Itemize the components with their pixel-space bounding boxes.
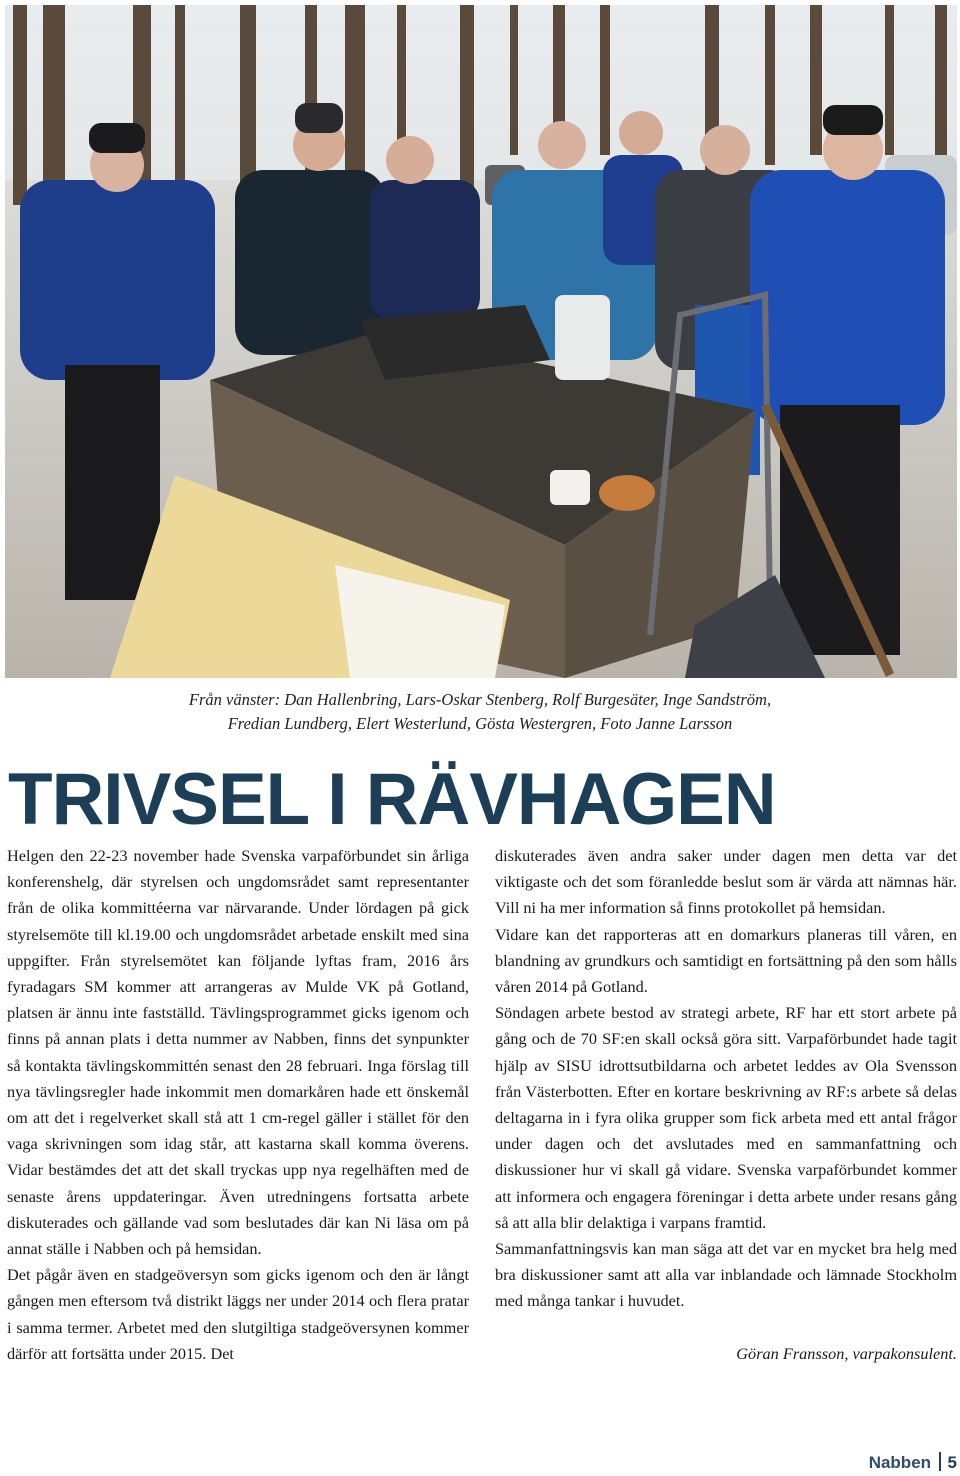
caption-line-1: Från vänster: Dan Hallenbring, Lars-Oskar Stenberg, Rolf Burgesäter, Inge Sandström,: [188, 690, 772, 709]
left-column: [7, 843, 469, 1367]
page-number: 5: [947, 1453, 957, 1472]
group-photo: [5, 5, 957, 678]
article-headline: TRIVSEL I RÄVHAGEN: [8, 759, 776, 840]
right-paragraph-4: Sammanfattningsvis kan man säga att det var en mycket bra helg med bra diskussioner samt att alla var inblandade och lämnade Stockholm med många tankar i huvudet.: [495, 1239, 957, 1311]
left-paragraph-1: Helgen den 22-23 november hade Svenska varpaförbundet sin årliga konferenshelg, där styrelsen och ungdomsrådet samt representanter från de olika kommittéerna var närvarande. Under lördagen på gick styrelsemöte till kl.19.00 och ungdomsrådet arbetade enskilt med sina uppgifter. Från styrelsemötet kan följande lyftas fram, 2016 års fyradagars SM kommer att arrangeras av Mulde VK på Gotland, platsen är ännu inte fastställd. Tävlingsprogrammet gicks igenom och finns på annan plats i detta nummer av Nabben, finns det synpunkter så kontakta tävlingskommittén senast den 28 februari. Inga förslag till nya tävlingsregler hade inkommit men domarkåren hade ett önskemål om att det i regelverket skall stå att 1 cm-regel gäller i stället för den vaga skrivningen som idag står, att kastarna skall komma överens. Vidar bestämdes det att det skall tryckas upp nya regelhäften med de senaste årens uppdateringar. Även utredningens fortsatta arbete diskuterades och gällande vad som beslutades där kan Ni läsa om på annat ställe i Nabben och på hemsidan.: [7, 846, 469, 1259]
right-column: [495, 843, 957, 1367]
right-paragraph-2: Vidare kan det rapporteras att en domarkurs planeras till våren, en blandning av grundkurs och samtidigt en fortsättning på den som hålls våren 2014 på Gotland.: [495, 924, 957, 997]
page-footer: [869, 1450, 957, 1476]
photo-caption: [0, 688, 960, 736]
group-photo-icon: [5, 5, 957, 678]
right-paragraph-3: Söndagen arbete bestod av strategi arbete, RF har ett stort arbete på gång och de 70 SF:en skall också göra sitt. Varpaförbundet hade tagit hjälp av SISU idrottsutbildarna och arbetet leddes av Ola Svensson från Västerbotten. Efter en kortare beskrivning av RF:s arbete så delas deltagarna in i fyra olika grupper som fick arbeta med ett antal frågor under dagen och det avslutades med en sammanfattning och diskussioner hur vi skall gå vidare. Svenska varpaförbundet kommer att informera och engagera föreningar i detta arbete under resans gång så att alla blir delaktiga i varpans framtid.: [495, 1003, 957, 1232]
footer-divider: [939, 1452, 941, 1471]
magazine-name: Nabben: [868, 1453, 932, 1472]
caption-line-2: Fredian Lundberg, Elert Westerlund, Gösta Westergren, Foto Janne Larsson: [227, 714, 733, 733]
author-signature: Göran Fransson, varpakonsulent.: [736, 1343, 957, 1363]
left-paragraph-2: Det pågår även en stadgeöversyn som gicks igenom och den är långt gången men eftersom två distrikt läggs ner under 2014 och flera pratar i samma termer. Arbetet med den slutgiltiga stadgeöversynen kommer därför att fortsätta under 2015. Det: [7, 1265, 469, 1363]
right-paragraph-1: diskuterades även andra saker under dagen men detta var det viktigaste och det som föranledde beslut som är värda att nämnas här. Vill ni ha mer information så finns protokollet på hemsidan.: [495, 846, 957, 918]
